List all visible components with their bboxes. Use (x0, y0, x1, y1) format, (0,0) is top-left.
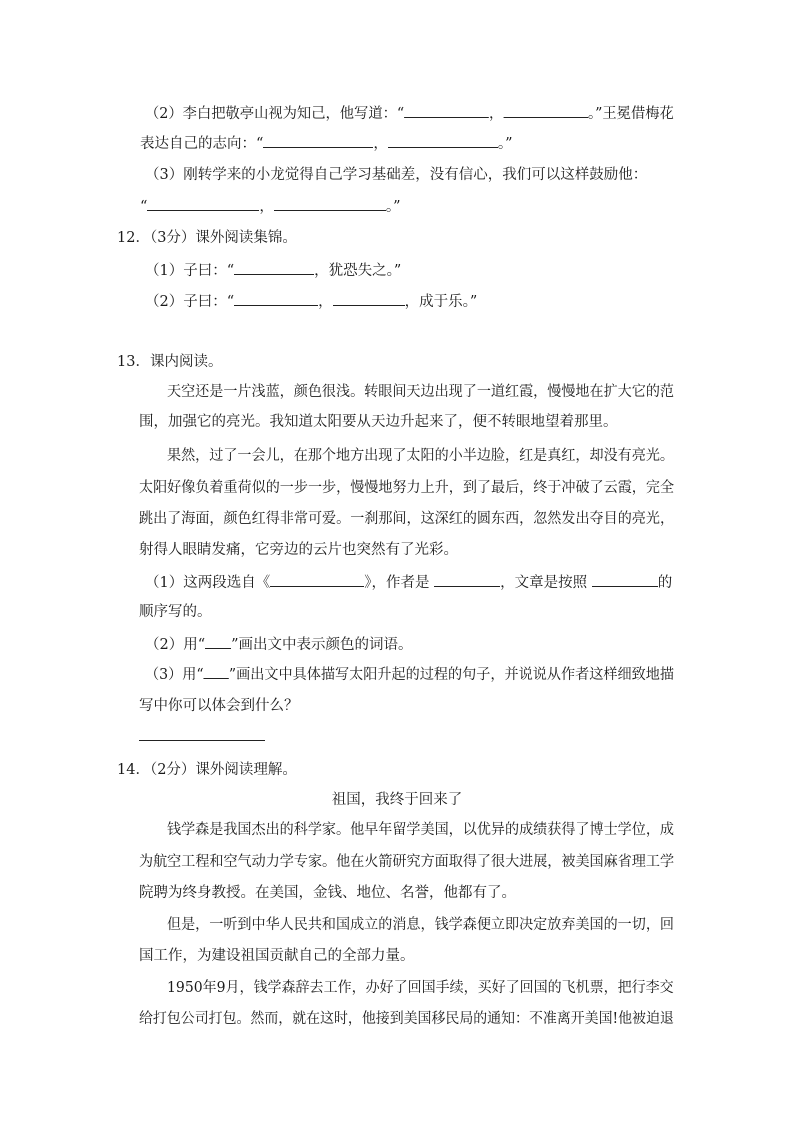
answer-blank[interactable] (263, 133, 373, 148)
q14-heading: 14．（2分）课外阅读理解。 (117, 762, 297, 778)
q13-para2-line2: 太阳好像负着重荷似的一步一步，慢慢地努力上升，到了最后，终于冲破了云霞，完全 (139, 480, 675, 496)
q11-part2-line1: （2）李白把敬亭山视为知己，他写道：“ ， 。”王冕借梅花 (145, 103, 674, 124)
answer-blank[interactable] (388, 133, 498, 148)
q13-heading: 13．课内阅读。 (117, 354, 223, 370)
q14-para1-line3: 院聘为终身教授。在美国，金钱、地位、名誉，他都有了。 (139, 885, 516, 901)
q13-sub1-line2: 顺序写的。 (139, 604, 212, 620)
q14-passage-title: 祖国，我终于回来了 (331, 792, 463, 808)
q13-para2-line3: 跳出了海面，颜色红得非常可爱。一刹那间，这深红的圆东西，忽然发出夺目的亮光， (139, 511, 675, 527)
q12-heading: 12．（3分）课外阅读集锦。 (117, 230, 297, 246)
answer-blank[interactable] (592, 572, 658, 587)
q14-para3-line1: 1950年9月，钱学森辞去工作，办好了回国手续，买好了回国的飞机票，把行李交 (167, 980, 674, 996)
q13-sub1-line1: （1）这两段选自《 》，作者是 ，文章是按照 的 (145, 572, 672, 593)
answer-blank[interactable] (234, 291, 318, 306)
answer-blank[interactable] (434, 572, 500, 587)
answer-blank[interactable] (147, 196, 259, 211)
q11-part3-line2: “ ， 。” (140, 196, 401, 217)
answer-blank[interactable] (404, 103, 489, 118)
q11-p2-prefix: （2）李白把敬亭山视为知己，他写道：“ (145, 106, 405, 122)
q13-sub2: （2）用“ ”画出文中表示颜色的词语。 (145, 634, 413, 655)
q14-para2-line2: 国工作，为建设祖国贡献自己的全部力量。 (139, 948, 415, 964)
q11-part3-line1: （3）刚转学来的小龙觉得自己学习基础差，没有信心，我们可以这样鼓励他： (145, 167, 648, 183)
q13-para2-line1: 果然，过了一会儿，在那个地方出现了太阳的小半边脸，红是真红，却没有亮光。 (167, 448, 675, 464)
answer-blank[interactable] (333, 291, 405, 306)
q13-para1-line2: 围，加强它的亮光。我知道太阳要从天边升起来了，便不转眼地望着那里。 (139, 414, 618, 430)
answer-blank[interactable] (274, 196, 386, 211)
q14-para2-line1: 但是，一听到中华人民共和国成立的消息，钱学森便立即决定放弃美国的一切，回 (167, 917, 675, 933)
q11-part2-line2: 表达自己的志向：“ ， 。” (140, 133, 513, 154)
q14-para1-line2: 为航空工程和空气动力学专家。他在火箭研究方面取得了很大进展，被美国麻省理工学 (139, 854, 675, 870)
q12-part2: （2）子曰：“ ， ，成于乐。” (145, 291, 477, 312)
q13-para2-line4: 射得人眼睛发痛，它旁边的云片也突然有了光彩。 (139, 542, 458, 558)
answer-line[interactable] (139, 740, 265, 741)
q14-para1-line1: 钱学森是我国杰出的科学家。他早年留学美国，以优异的成绩获得了博士学位，成 (167, 822, 675, 838)
q14-para3-line2: 给打包公司打包。然而，就在这时，他接到美国移民局的通知：不准离开美国!他被迫退 (139, 1011, 674, 1027)
q12-part1: （1）子曰：“ ，犹恐失之。” (145, 260, 401, 281)
answer-blank[interactable] (270, 572, 364, 587)
q13-sub3-line1: （3）用“ ”画出文中具体描写太阳升起的过程的句子，并说说从作者这样细致地描 (145, 664, 674, 685)
answer-blank[interactable] (234, 260, 314, 275)
underline-mark (204, 664, 229, 679)
answer-blank[interactable] (503, 103, 588, 118)
q13-para1-line1: 天空还是一片浅蓝，颜色很浅。转眼间天边出现了一道红霞，慢慢地在扩大它的范 (167, 384, 675, 400)
q13-sub3-line2: 写中你可以体会到什么？ (139, 698, 299, 714)
underline-mark (205, 634, 231, 649)
